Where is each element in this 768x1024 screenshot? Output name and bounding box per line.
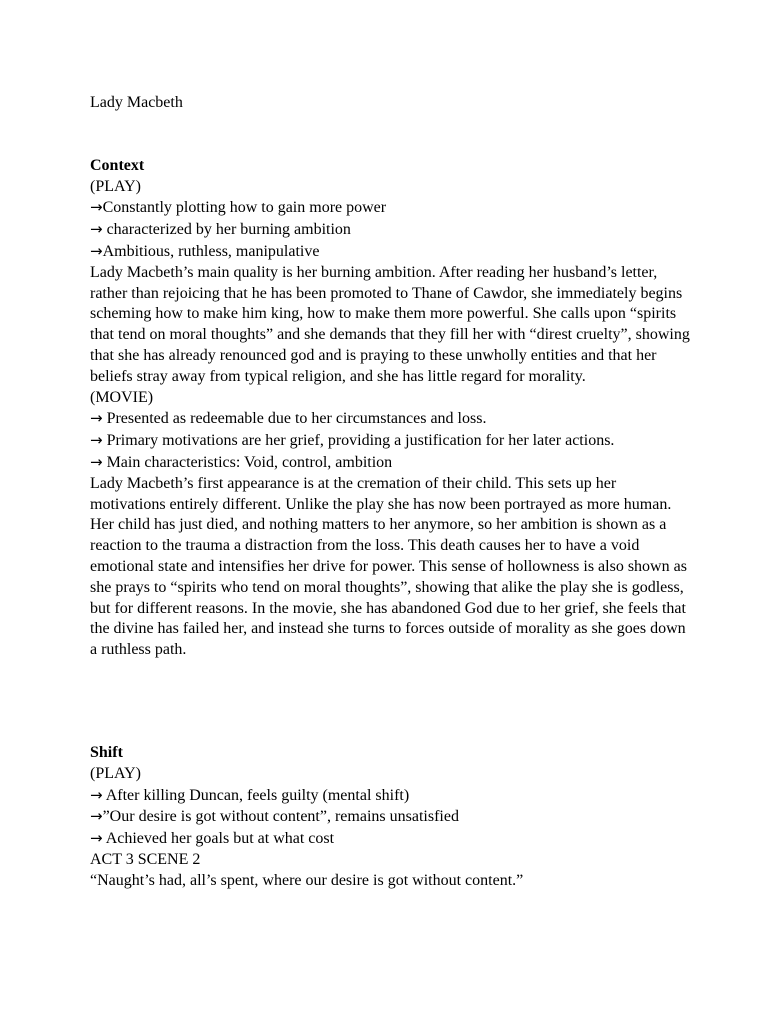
shift-heading: Shift [90, 743, 123, 761]
right-arrow-icon: → [90, 829, 103, 848]
document-page [90, 93, 690, 892]
bullet-text: Main characteristics: Void, control, ambition [102, 453, 393, 471]
spacer [90, 114, 690, 156]
bullet-text: Primary motivations are her grief, providing a justification for her later actions. [102, 432, 615, 450]
context-movie-label: (MOVIE) [90, 388, 154, 406]
context-movie-point [90, 408, 690, 430]
spacer [90, 661, 690, 743]
right-arrow-icon: → [90, 241, 103, 260]
quote-text: “Naught’s had, all’s spent, where our desire is got without content.” [90, 871, 524, 889]
shift-play-label: (PLAY) [90, 764, 141, 782]
bullet-text: ”Our desire is got without content”, remains unsatisfied [102, 808, 459, 826]
context-play-paragraph: Lady Macbeth’s main quality is her burning ambition. After reading her husband’s letter, rather than rejoicing that he has been promoted to Thane of Cawdor, she immediately begins scheming how to make him king, how to make them more powerful. She calls upon “spirits that tend on moral thoughts” and she demands that they fill her with “direst cruelty”, showing that she has already renounced god and is praying to these unwholly entities and that her beliefs stray away from typical religion, and she has little regard for morality. [90, 263, 690, 385]
right-arrow-icon: → [90, 431, 103, 450]
right-arrow-icon: → [90, 785, 103, 804]
context-movie-point [90, 452, 690, 474]
context-movie-point [90, 430, 690, 452]
right-arrow-icon: → [90, 409, 103, 428]
context-play-point [90, 219, 690, 241]
bullet-text: Presented as redeemable due to her circumstances and loss. [102, 410, 487, 428]
shift-play-point [90, 785, 690, 807]
bullet-text: Achieved her goals but at what cost [102, 830, 335, 848]
right-arrow-icon: → [90, 220, 103, 239]
shift-play-point [90, 828, 690, 850]
bullet-text: After killing Duncan, feels guilty (mental shift) [102, 786, 410, 804]
right-arrow-icon: → [90, 452, 103, 471]
right-arrow-icon: → [90, 198, 103, 217]
bullet-text: Ambitious, ruthless, manipulative [102, 242, 320, 260]
context-heading: Context [90, 156, 145, 174]
right-arrow-icon: → [90, 807, 103, 826]
document-title: Lady Macbeth [90, 94, 183, 111]
bullet-text: characterized by her burning ambition [102, 221, 351, 239]
context-play-point [90, 241, 690, 263]
act-scene-label: ACT 3 SCENE 2 [90, 850, 201, 868]
context-play-label: (PLAY) [90, 177, 141, 195]
context-movie-paragraph: Lady Macbeth’s first appearance is at the cremation of their child. This sets up her motivations entirely different. Unlike the play she has now been portrayed as more human. Her child has just died, and nothing matters to her anymore, so her ambition is shown as a reaction to the trauma a distraction from the loss. This death causes her to have a void emotional state and intensifies her drive for power. This sense of hollowness is also shown as she prays to “spirits who tend on moral thoughts”, showing that alike the play she is godless, but for different reasons. In the movie, she has abandoned God due to her grief, she feels that the divine has failed her, and instead she turns to forces outside of morality as she goes down a ruthless path. [90, 474, 687, 659]
shift-play-point [90, 806, 690, 828]
bullet-text: Constantly plotting how to gain more power [102, 199, 387, 217]
context-play-point [90, 197, 690, 219]
